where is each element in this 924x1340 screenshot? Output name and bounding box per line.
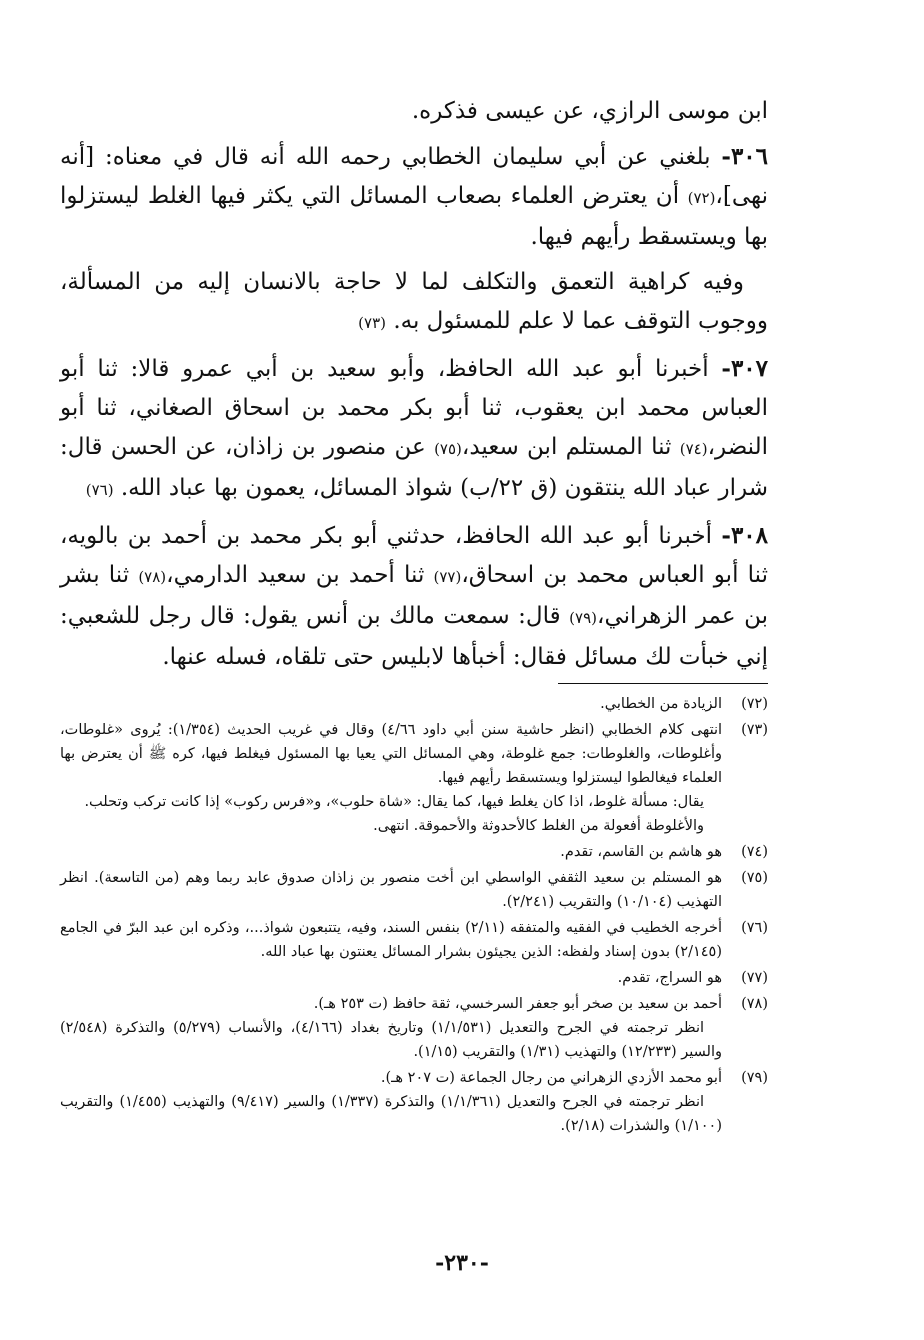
footnote-number: (٧٢) xyxy=(741,696,768,712)
hadith-number: ٣٠٧- xyxy=(721,355,768,382)
footnote-ref: (٧٥) xyxy=(434,440,462,458)
footnote-number: (٧٩) xyxy=(741,1070,768,1086)
footnote-72: (٧٢) الزيادة من الخطابي. xyxy=(60,692,768,716)
paragraph-continuation: ابن موسى الرازي، عن عيسى فذكره. xyxy=(411,98,768,124)
footnote-77: (٧٧) هو السراج، تقدم. xyxy=(60,966,768,990)
footnote-separator xyxy=(558,683,768,684)
footnote-ref: (٧٩) xyxy=(569,609,598,627)
footnote-number: (٧٣) xyxy=(741,722,768,738)
footnote-ref: (٧٦) xyxy=(85,481,114,499)
footnote-79: (٧٩) أبو محمد الأزدي الزهراني من رجال الجماعة (ت ٢٠٧ هـ). انظر ترجمته في الجرح والتعديل (١/١/٣٦١) والتذكرة (١/٣٣٧) والسير (٩/٤١٧) والتهذيب (١/٤٥٥) والتقريب (١/١٠٠) والشذرات (٢/١٨). xyxy=(60,1066,768,1138)
hadith-number: ٣٠٨- xyxy=(721,522,768,549)
footnotes xyxy=(60,692,768,1138)
footnote-78: (٧٨) أحمد بن سعيد بن صخر أبو جعفر السرخسي، ثقة حافظ (ت ٢٥٣ هـ). انظر ترجمته في الجرح والتعديل (١/١/٥٣١) وتاريخ بغداد (٤/١٦٦)، والأنساب (٥/٢٧٩) والتذكرة (٢/٥٤٨) والسير (١٢/٢٣٣) والتهذيب (١/٣١) والتقريب (١/١٥). xyxy=(60,992,768,1064)
footnote-76: (٧٦) أخرجه الخطيب في الفقيه والمتفقه (٢/١١) بنفس السند، وفيه، يتتبعون شواذ...، وذكره ابن عبد البرّ في الجامع (٢/١٤٥) بدون إسناد ولفظه: الذين يجيئون بشرار المسائل يعنتون بها عباد الله. xyxy=(60,916,768,964)
paragraph-306: ٣٠٦- بلغني عن أبي سليمان الخطابي رحمه الله أنه قال في معناه: [أنه نهى]،(٧٢) أن يعترض العلماء بصعاب المسائل التي يكثر فيها الغلط ليستزلوا بها ويستسقط رأيهم فيها. xyxy=(60,143,768,250)
footnote-73: (٧٣) انتهى كلام الخطابي (انظر حاشية سنن أبي داود ٤/٦٦) وقال في غريب الحديث (١/٣٥٤): يُروى «غلوطات، وأغلوطات، والغلوطات: جمع غلوطة، وهي المسائل التي يعيا بها المسئول فيغلط فيها، كره ﷺ أن يعترض بها العلماء فيغالطوا ليستزلوا ويستسقط رأيهم فيها. يقال: مسألة غلوط، اذا كان يغلط فيها، كما يقال: «شاة حلوب»، و«فرس ركوب» إذا كانت تركب وتحلب. والأغلوطة أفعولة من الغلط كالأحدوثة والأحموقة. انتهى. xyxy=(60,718,768,838)
footnote-number: (٧٤) xyxy=(741,844,768,860)
footnote-ref: (٧٢) xyxy=(687,189,716,207)
footnote-number: (٧٨) xyxy=(741,996,768,1012)
hadith-number: ٣٠٦- xyxy=(721,143,768,170)
footnote-number: (٧٦) xyxy=(741,920,768,936)
page-content xyxy=(60,92,768,1140)
footnote-ref: (٧٨) xyxy=(138,568,167,586)
footnote-74: (٧٤) هو هاشم بن القاسم، تقدم. xyxy=(60,840,768,864)
paragraph-307: ٣٠٧- أخبرنا أبو عبد الله الحافظ، وأبو سعيد بن أبي عمرو قالا: ثنا أبو العباس محمد ابن يعقوب، ثنا أبو بكر محمد بن اسحاق الصغاني، ثنا أبو النضر،(٧٤) ثنا المستلم ابن سعيد،(٧٥) عن منصور بن زاذان، عن الحسن قال: شرار عباد الله ينتقون (ق ٢٢/ب) شواذ المسائل، يعمون بها عباد الله. (٧٦) xyxy=(60,355,769,501)
main-text xyxy=(60,92,768,677)
footnote-number: (٧٧) xyxy=(741,970,768,986)
footnote-ref: (٧٧) xyxy=(433,568,462,586)
footnote-ref: (٧٣) xyxy=(358,314,387,332)
paragraph-308: ٣٠٨- أخبرنا أبو عبد الله الحافظ، حدثني أبو بكر محمد بن أحمد بن بالويه، ثنا أبو العباس محمد بن اسحاق،(٧٧) ثنا أحمد بن سعيد الدارمي،(٧٨) ثنا بشر بن عمر الزهراني،(٧٩) قال: سمعت مالك بن أنس يقول: قال رجل للشعبي: إني خبأت لك مسائل فقال: أخبأها لابليس حتى تلقاه، فسله عنها. xyxy=(60,522,768,670)
paragraph-commentary: وفيه كراهية التعمق والتكلف لما لا حاجة بالانسان إليه من المسألة، ووجوب التوقف عما لا علم للمسئول به. (٧٣) xyxy=(60,269,768,334)
page-number: -٢٣٠- xyxy=(435,1250,489,1276)
footnote-number: (٧٥) xyxy=(741,870,768,886)
footnote-ref: (٧٤) xyxy=(679,440,708,458)
footnote-75: (٧٥) هو المستلم بن سعيد الثقفي الواسطي ابن أخت منصور بن زاذان صدوق عابد ربما وهم (من التاسعة). انظر التهذيب (١٠/١٠٤) والتقريب (٢/٢٤١). xyxy=(60,866,768,914)
